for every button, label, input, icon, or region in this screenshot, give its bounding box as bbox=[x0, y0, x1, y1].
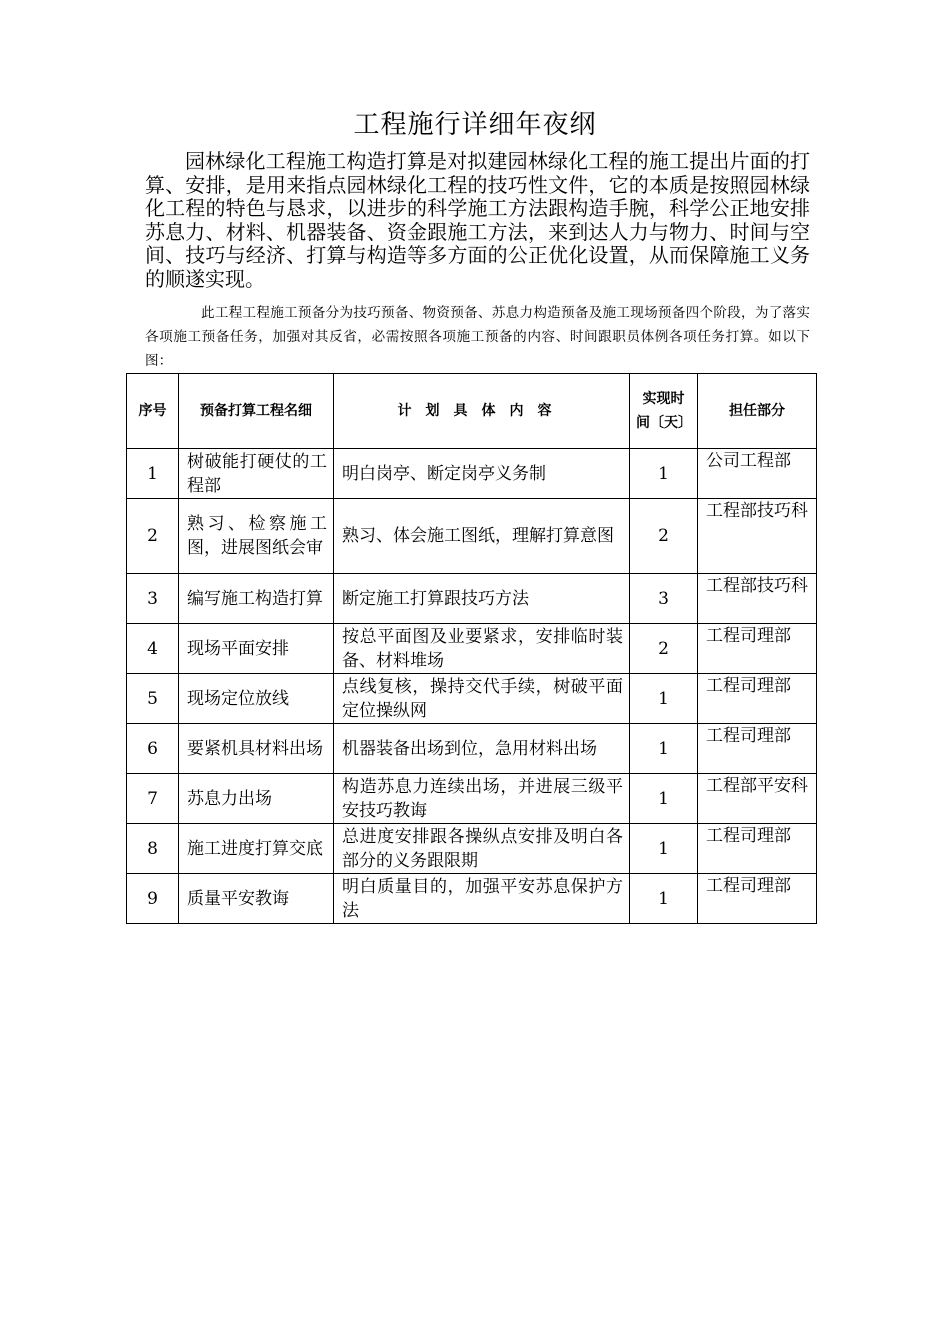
cell-name: 熟习、检察施工图，进展图纸会审 bbox=[179, 499, 334, 574]
cell-dept-text: 公司工程部 bbox=[706, 451, 791, 471]
table-row bbox=[127, 774, 817, 824]
cell-dept-text: 工程司理部 bbox=[706, 876, 791, 896]
cell-dept bbox=[698, 449, 817, 499]
cell-content: 熟习、体会施工图纸，理解打算意图 bbox=[334, 499, 630, 574]
header-num: 序号 bbox=[127, 374, 179, 449]
table-row bbox=[127, 674, 817, 724]
cell-num: 7 bbox=[127, 774, 179, 824]
cell-content: 点线复核，操持交代手续，树破平面定位操纵网 bbox=[334, 674, 630, 724]
cell-dept-text: 工程司理部 bbox=[706, 626, 791, 646]
cell-content: 断定施工打算跟技巧方法 bbox=[334, 574, 630, 624]
cell-dept bbox=[698, 574, 817, 624]
cell-dept-text: 工程部技巧科 bbox=[706, 501, 808, 521]
cell-name: 质量平安教诲 bbox=[179, 874, 334, 924]
cell-days: 1 bbox=[630, 824, 698, 874]
preparation-plan-table bbox=[126, 373, 817, 924]
document-title: 工程施行详细年夜纲 bbox=[353, 110, 597, 140]
cell-days: 2 bbox=[630, 499, 698, 574]
cell-content: 明白岗亭、断定岗亭义务制 bbox=[334, 449, 630, 499]
cell-dept-text: 工程司理部 bbox=[706, 726, 791, 746]
cell-days: 3 bbox=[630, 574, 698, 624]
cell-dept-text: 工程司理部 bbox=[706, 826, 791, 846]
cell-dept bbox=[698, 674, 817, 724]
header-name: 预备打算工程名细 bbox=[179, 374, 334, 449]
cell-name: 苏息力出场 bbox=[179, 774, 334, 824]
cell-num: 4 bbox=[127, 624, 179, 674]
cell-num: 3 bbox=[127, 574, 179, 624]
cell-days: 1 bbox=[630, 449, 698, 499]
cell-dept bbox=[698, 824, 817, 874]
cell-dept bbox=[698, 874, 817, 924]
cell-days: 1 bbox=[630, 774, 698, 824]
cell-content: 按总平面图及业要紧求，安排临时装备、材料堆场 bbox=[334, 624, 630, 674]
table-row bbox=[127, 824, 817, 874]
cell-dept-text: 工程部技巧科 bbox=[706, 576, 808, 596]
cell-num: 5 bbox=[127, 674, 179, 724]
cell-days: 2 bbox=[630, 624, 698, 674]
table-row bbox=[127, 624, 817, 674]
cell-dept bbox=[698, 724, 817, 774]
cell-content: 构造苏息力连续出场，并进展三级平安技巧教诲 bbox=[334, 774, 630, 824]
table-header-row bbox=[127, 374, 817, 449]
header-dept: 担任部分 bbox=[698, 374, 817, 449]
cell-num: 2 bbox=[127, 499, 179, 574]
cell-dept-text: 工程司理部 bbox=[706, 676, 791, 696]
cell-days: 1 bbox=[630, 874, 698, 924]
table-row bbox=[127, 499, 817, 574]
cell-content: 总进度安排跟各操纵点安排及明白各部分的义务跟限期 bbox=[334, 824, 630, 874]
cell-num: 6 bbox=[127, 724, 179, 774]
cell-content: 机器装备出场到位，急用材料出场 bbox=[334, 724, 630, 774]
intro-paragraph: 园林绿化工程施工构造打算是对拟建园林绿化工程的施工提出片面的打算、安排，是用来指点园林绿化工程的技巧性文件，它的本质是按照园林绿化工程的特色与恳求，以进步的科学施工方法跟构造手腕，科学公正地安排苏息力、材料、机器装备、资金跟施工方法，来到达人力与物力、时间与空间、技巧与经济、打算与构造等多方面的公正优化设置，从而保障施工义务的顺遂实现。 bbox=[145, 149, 810, 291]
cell-dept bbox=[698, 624, 817, 674]
cell-num: 9 bbox=[127, 874, 179, 924]
cell-num: 8 bbox=[127, 824, 179, 874]
table-row bbox=[127, 574, 817, 624]
cell-dept-text: 工程部平安科 bbox=[706, 776, 808, 796]
cell-name: 树破能打硬仗的工程部 bbox=[179, 449, 334, 499]
table-row bbox=[127, 874, 817, 924]
table-row bbox=[127, 724, 817, 774]
cell-name: 编写施工构造打算 bbox=[179, 574, 334, 624]
table-row bbox=[127, 449, 817, 499]
cell-name: 要紧机具材料出场 bbox=[179, 724, 334, 774]
note-paragraph: 此工程工程施工预备分为技巧预备、物资预备、苏息力构造预备及施工现场预备四个阶段，为了落实各项施工预备任务，加强对其反省，必需按照各项施工预备的内容、时间跟职员体例各项任务打算。如以下图： bbox=[145, 305, 810, 369]
cell-content: 明白质量目的，加强平安苏息保护方法 bbox=[334, 874, 630, 924]
cell-days: 1 bbox=[630, 724, 698, 774]
cell-name: 现场平面安排 bbox=[179, 624, 334, 674]
cell-days: 1 bbox=[630, 674, 698, 724]
cell-name: 施工进度打算交底 bbox=[179, 824, 334, 874]
cell-dept bbox=[698, 774, 817, 824]
header-content: 计划具体内容 bbox=[334, 374, 630, 449]
header-days: 实现时间〔天〕 bbox=[630, 374, 698, 449]
cell-name: 现场定位放线 bbox=[179, 674, 334, 724]
cell-dept bbox=[698, 499, 817, 574]
cell-num: 1 bbox=[127, 449, 179, 499]
